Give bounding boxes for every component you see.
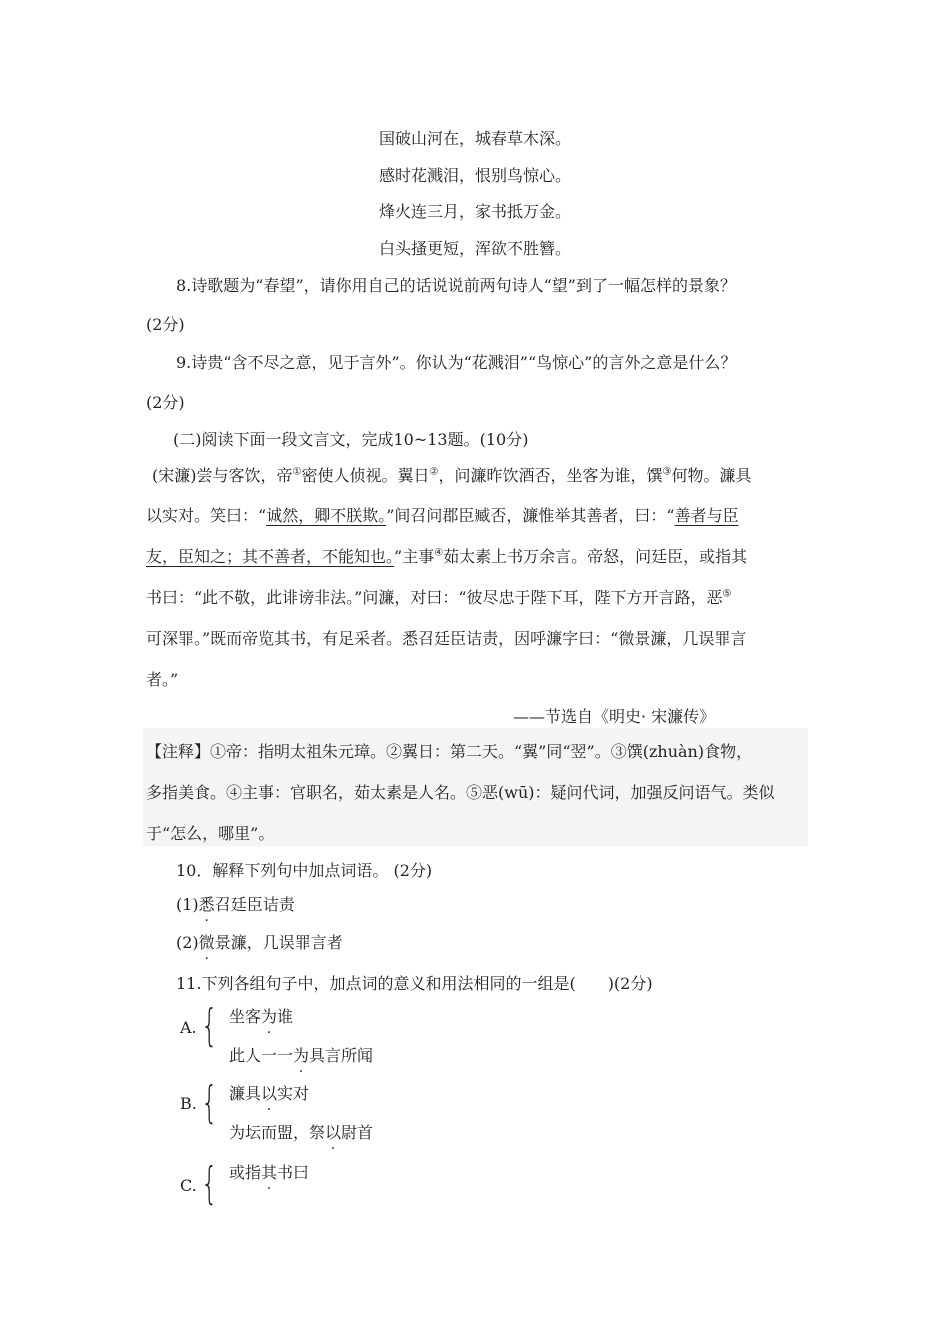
passage-line-2: 以实对。笑曰：“诚然，卿不朕欺。”间召问郡臣臧否，濂惟举其善者，曰：“善者与臣: [146, 506, 739, 525]
question-9-score: (2分): [146, 393, 185, 412]
poem-line-3: 烽火连三月，家书抵万金。: [378, 202, 571, 221]
option-c-sentence-1: 或指其书曰: [229, 1163, 310, 1182]
option-a-label: A.: [180, 1018, 197, 1037]
passage-line-5: 可深罪。”既而帝览其书，有足采者。悉召廷臣诘责，因呼濂字曰：“微景濂，几误罪言: [146, 629, 747, 648]
question-9: 9.诗贵“含不尽之意，见于言外”。你认为“花溅泪”“鸟惊心”的言外之意是什么？: [176, 353, 737, 372]
passage-line-1: (宋濂)尝与客饮，帝①密使人侦视。翼日②，问濂昨饮酒否，坐客为谁，馔③何物。濂具: [152, 466, 752, 485]
passage-line-6: 者。”: [146, 670, 179, 689]
poem-line-4: 白头搔更短，浑欲不胜簪。: [378, 239, 571, 258]
passage-line-4: 书曰：“此不敬，此诽谤非法。”问濂，对曰：“彼尽忠于陛下耳，陛下方开言路，恶⑤: [146, 588, 732, 607]
option-a-brace: {: [201, 1000, 218, 1051]
question-10-item-1: (1)悉召廷臣诘责: [176, 895, 295, 914]
poem-line-1: 国破山河在，城春草木深。: [378, 129, 571, 148]
option-a-sentence-1: 坐客为谁: [229, 1007, 294, 1026]
option-a-sentence-2: 此人一一为具言所闻: [229, 1046, 374, 1065]
notes-line-1: 【注释】①帝：指明太祖朱元璋。②翼日：第二天。“翼”同“翌”。③馔(zhuàn)食物，: [146, 742, 753, 761]
question-10-item-2: (2)微景濂，几误罪言者: [176, 933, 343, 952]
question-10: 10．解释下列句中加点词语。 (2分): [176, 861, 433, 880]
notes-line-3: 于“怎么，哪里”。: [146, 824, 275, 843]
option-b-label: B.: [180, 1094, 197, 1113]
option-c-label: C.: [180, 1176, 197, 1195]
question-8-score: (2分): [146, 315, 185, 334]
notes-line-2: 多指美食。④主事：官职名，茹太素是人名。⑤恶(wū)：疑问代词，加强反问语气。类似: [146, 783, 775, 802]
question-11: 11.下列各组句子中，加点词的意义和用法相同的一组是( )(2分): [176, 974, 653, 993]
option-b-sentence-2: 为坛而盟，祭以尉首: [229, 1123, 374, 1142]
question-8: 8.诗歌题为“春望”，请你用自己的话说说前两句诗人“望”到了一幅怎样的景象？: [176, 276, 736, 295]
option-c-brace: {: [201, 1158, 218, 1209]
option-b-brace: {: [201, 1077, 218, 1128]
passage-line-3: 友，臣知之；其不善者，不能知也。”主事④茹太素上书万余言。帝怒，问廷臣，或指其: [146, 547, 748, 566]
passage-source: ——节选自《明史· 宋濂传》: [513, 707, 716, 726]
section-2-title: (二)阅读下面一段文言文，完成10~13题。(10分): [173, 430, 529, 449]
poem-line-2: 感时花溅泪，恨别鸟惊心。: [378, 166, 571, 185]
option-b-sentence-1: 濂具以实对: [229, 1084, 310, 1103]
